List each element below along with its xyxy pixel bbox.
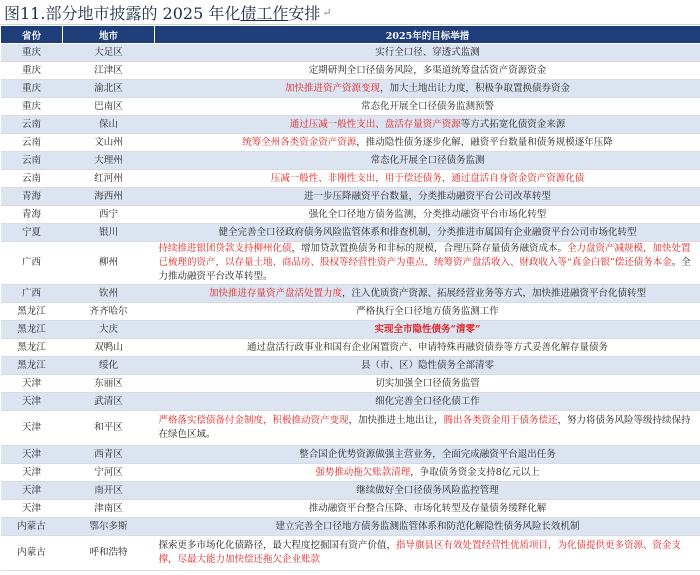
city-cell: 大庆 [63,321,155,339]
table-row [1,393,700,411]
measure-text: 等方式拓宽化债资金来源 [460,118,566,130]
city-cell: 呼和浩特 [63,536,155,571]
measure-cell [155,44,700,62]
table-row [1,170,700,188]
table-row [1,116,700,134]
table-row [1,518,700,536]
province-cell: 重庆 [1,80,63,98]
highlighted-measure-text: 强势推动拖欠账款清理 [315,466,411,478]
header-row [1,26,700,44]
province-cell: 天津 [1,482,63,500]
table-row [1,224,700,242]
highlighted-measure-text: 实现全市隐性债务“清零” [374,323,481,335]
return-mark: ↵ [322,5,332,19]
measure-text: 实行全口径、穿透式监测 [375,46,480,58]
measure-text: ，加大土地出让力度，积极争取置换债券资金 [380,82,571,94]
measure-cell [155,500,700,518]
measure-text: 探索更多市场化化债路径，最大程度挖掘国有资产价值， [158,540,397,551]
measure-cell [155,116,700,134]
city-cell: 东丽区 [63,375,155,393]
table-row [1,411,700,446]
highlighted-measure-text: 指导旗县区有效处置经营性优质项目，为化债提供更多资源、资金支撑，尽最大能力加快偿还拖欠企业账款 [158,540,682,565]
city-cell: 海西州 [63,188,155,206]
province-cell: 广西 [1,242,63,285]
measure-text: 继续做好全口径债务风险监控管理 [356,484,499,496]
city-cell: 江津区 [63,62,155,80]
province-cell: 云南 [1,116,63,134]
table-row [1,446,700,464]
province-cell: 宁夏 [1,224,63,242]
measure-text: ，推动隐性债务逐步化解，融资平台数量和债务规模逐年压降 [356,136,613,148]
measure-text: 定期研判全口径债务风险，多渠道统筹盘活资产资源资金 [308,64,547,76]
city-cell: 双鸭山 [63,339,155,357]
province-cell: 黑龙江 [1,303,63,321]
measure-text: ，努力将债务风险等级持续保持在绿色区域。 [158,415,691,440]
table-row [1,303,700,321]
measure-text: 县（市、区）隐性债务全部清零 [360,359,494,371]
highlighted-measure-text: 严格落实偿债备付金制度，积极推动资产变现 [158,415,349,426]
province-cell: 天津 [1,464,63,482]
measure-cell [155,518,700,536]
measure-text: 通过盘活行政事业和国有企业闲置资产、申请特殊再融资债券等方式妥善化解存量债务 [246,341,608,353]
measure-cell [155,339,700,357]
highlighted-measure-text: 腾出各类资金用于债务偿还 [443,415,558,426]
city-cell: 南开区 [63,482,155,500]
table-row [1,375,700,393]
measure-cell [155,464,700,482]
measure-text: ，注入优质资产资源、拓展经营业务等方式，加快推进融资平台化债转型 [342,287,647,299]
measure-cell [155,303,700,321]
measure-cell [155,206,700,224]
measure-text: 进一步压降融资平台数量，分类推动融资平台公司改革转型 [303,190,551,202]
city-cell: 柳州 [63,242,155,285]
table-row [1,44,700,62]
measure-text: ，加快推进土地出让， [348,415,444,426]
measure-cell [155,80,700,98]
measure-cell [155,482,700,500]
province-cell: 云南 [1,170,63,188]
measure-text: 推动融资平台整合压降、市场化转型及存量债务缓释化解 [308,502,547,514]
city-cell: 武清区 [63,393,155,411]
province-cell: 黑龙江 [1,357,63,375]
province-cell: 天津 [1,446,63,464]
measure-cell [155,393,700,411]
highlighted-measure-text: 统筹全州各类资金资产资源 [242,136,357,148]
title-prefix: 图11.部分地市披露的 2025 年化 [4,3,241,23]
province-cell: 云南 [1,134,63,152]
header-city: 地市 [63,26,155,44]
measure-text: 严格执行全口径地方债务监测工作 [356,305,499,317]
measure-text: ，增加贷款置换债务和非标的规模，合理压降存量债务融资成本。 [291,243,568,254]
table-row [1,98,700,116]
city-cell: 银川 [63,224,155,242]
city-cell: 绥化 [63,357,155,375]
highlighted-measure-text: 加快推进资产资源变现 [284,82,380,94]
province-cell: 天津 [1,500,63,518]
table-row [1,242,700,285]
measure-cell [155,321,700,339]
table-row [1,339,700,357]
province-cell: 黑龙江 [1,321,63,339]
table-row [1,285,700,303]
province-cell: 重庆 [1,98,63,116]
table-row [1,62,700,80]
measure-text: 切实加强全口径债务监管 [375,377,480,389]
city-cell: 保山 [63,116,155,134]
table-row [1,500,700,518]
table-body [1,44,700,571]
city-cell: 渝北区 [63,80,155,98]
city-cell: 西宁 [63,206,155,224]
measure-cell [155,224,700,242]
province-cell: 天津 [1,393,63,411]
header-province: 省份 [1,26,63,44]
highlighted-measure-text: 加快推进存量资产盘活处置力度 [208,287,342,299]
city-cell: 钦州 [63,285,155,303]
city-cell: 宁河区 [63,464,155,482]
table-row [1,321,700,339]
province-cell: 黑龙江 [1,339,63,357]
title-underlined: 债工作 [240,3,289,23]
measure-cell [155,411,700,446]
table-row [1,357,700,375]
province-cell: 云南 [1,152,63,170]
highlighted-measure-text: 压减一般性、非刚性支出，用于偿还债务，通过盘活自身资金资产资源化债 [270,172,585,184]
measure-text: 常态化开展全口径债务监测预警 [360,100,494,112]
province-cell: 天津 [1,375,63,393]
highlighted-measure-text: 持续推进银团贷款支持柳州化债 [158,243,292,254]
header-measures: 2025年的目标举措 [155,26,700,44]
measure-cell [155,98,700,116]
measure-cell [155,170,700,188]
table-row [1,464,700,482]
highlighted-measure-text: 全力盘资产减规模，加快处置已梳理的资产，以存量土地、商品房、股权等经营性资产为重点，统筹资产盘活收入、财政收入等“真金白银”偿还债务本金 [158,243,691,268]
measure-text: 强化全口径地方债务监测，分类推动融资平台市场化转型 [308,208,547,220]
measure-cell [155,375,700,393]
city-cell: 津南区 [63,500,155,518]
province-cell: 青海 [1,206,63,224]
measure-cell [155,188,700,206]
city-cell: 齐齐哈尔 [63,303,155,321]
table-row [1,134,700,152]
figure-title [0,0,700,25]
measure-cell [155,357,700,375]
measure-cell [155,152,700,170]
measure-text: 整合国企优势资源做强主营业务，全面完成融资平台退出任务 [299,448,556,460]
debt-measures-table [0,25,700,571]
province-cell: 重庆 [1,62,63,80]
measure-text: 常态化开展全口径债务监测 [370,154,485,166]
table-row [1,536,700,571]
city-cell: 大足区 [63,44,155,62]
measure-cell [155,446,700,464]
measure-cell [155,134,700,152]
province-cell: 天津 [1,411,63,446]
city-cell: 大理州 [63,152,155,170]
table-row [1,152,700,170]
province-cell: 重庆 [1,44,63,62]
measure-text: 。全力推动融资平台改革转型。 [158,257,691,282]
province-cell: 内蒙古 [1,536,63,571]
measure-text: 建立完善全口径地方债务监测监管体系和防范化解隐性债务风险长效机制 [275,520,580,532]
measure-text: ，争取债务资金支持8亿元以上 [410,466,540,478]
province-cell: 内蒙古 [1,518,63,536]
measure-text: 健全完善全口径政府债务风险监管体系和排查机制，分类推进市属国有企业融资平台公司市场化转型 [218,226,637,238]
table-row [1,80,700,98]
table-row [1,188,700,206]
measure-cell [155,285,700,303]
city-cell: 文山州 [63,134,155,152]
city-cell: 鄂尔多斯 [63,518,155,536]
province-cell: 广西 [1,285,63,303]
title-suffix: 安排 [288,3,321,23]
table-row [1,482,700,500]
city-cell: 和平区 [63,411,155,446]
measure-cell [155,62,700,80]
highlighted-measure-text: 通过压减一般性支出、盘活存量资产资源 [289,118,461,130]
city-cell: 西青区 [63,446,155,464]
province-cell: 青海 [1,188,63,206]
measure-cell [155,242,700,285]
measure-text: 细化完善全口径化债工作 [375,395,480,407]
city-cell: 巴南区 [63,98,155,116]
table-row [1,206,700,224]
city-cell: 红河州 [63,170,155,188]
measure-cell [155,536,700,571]
